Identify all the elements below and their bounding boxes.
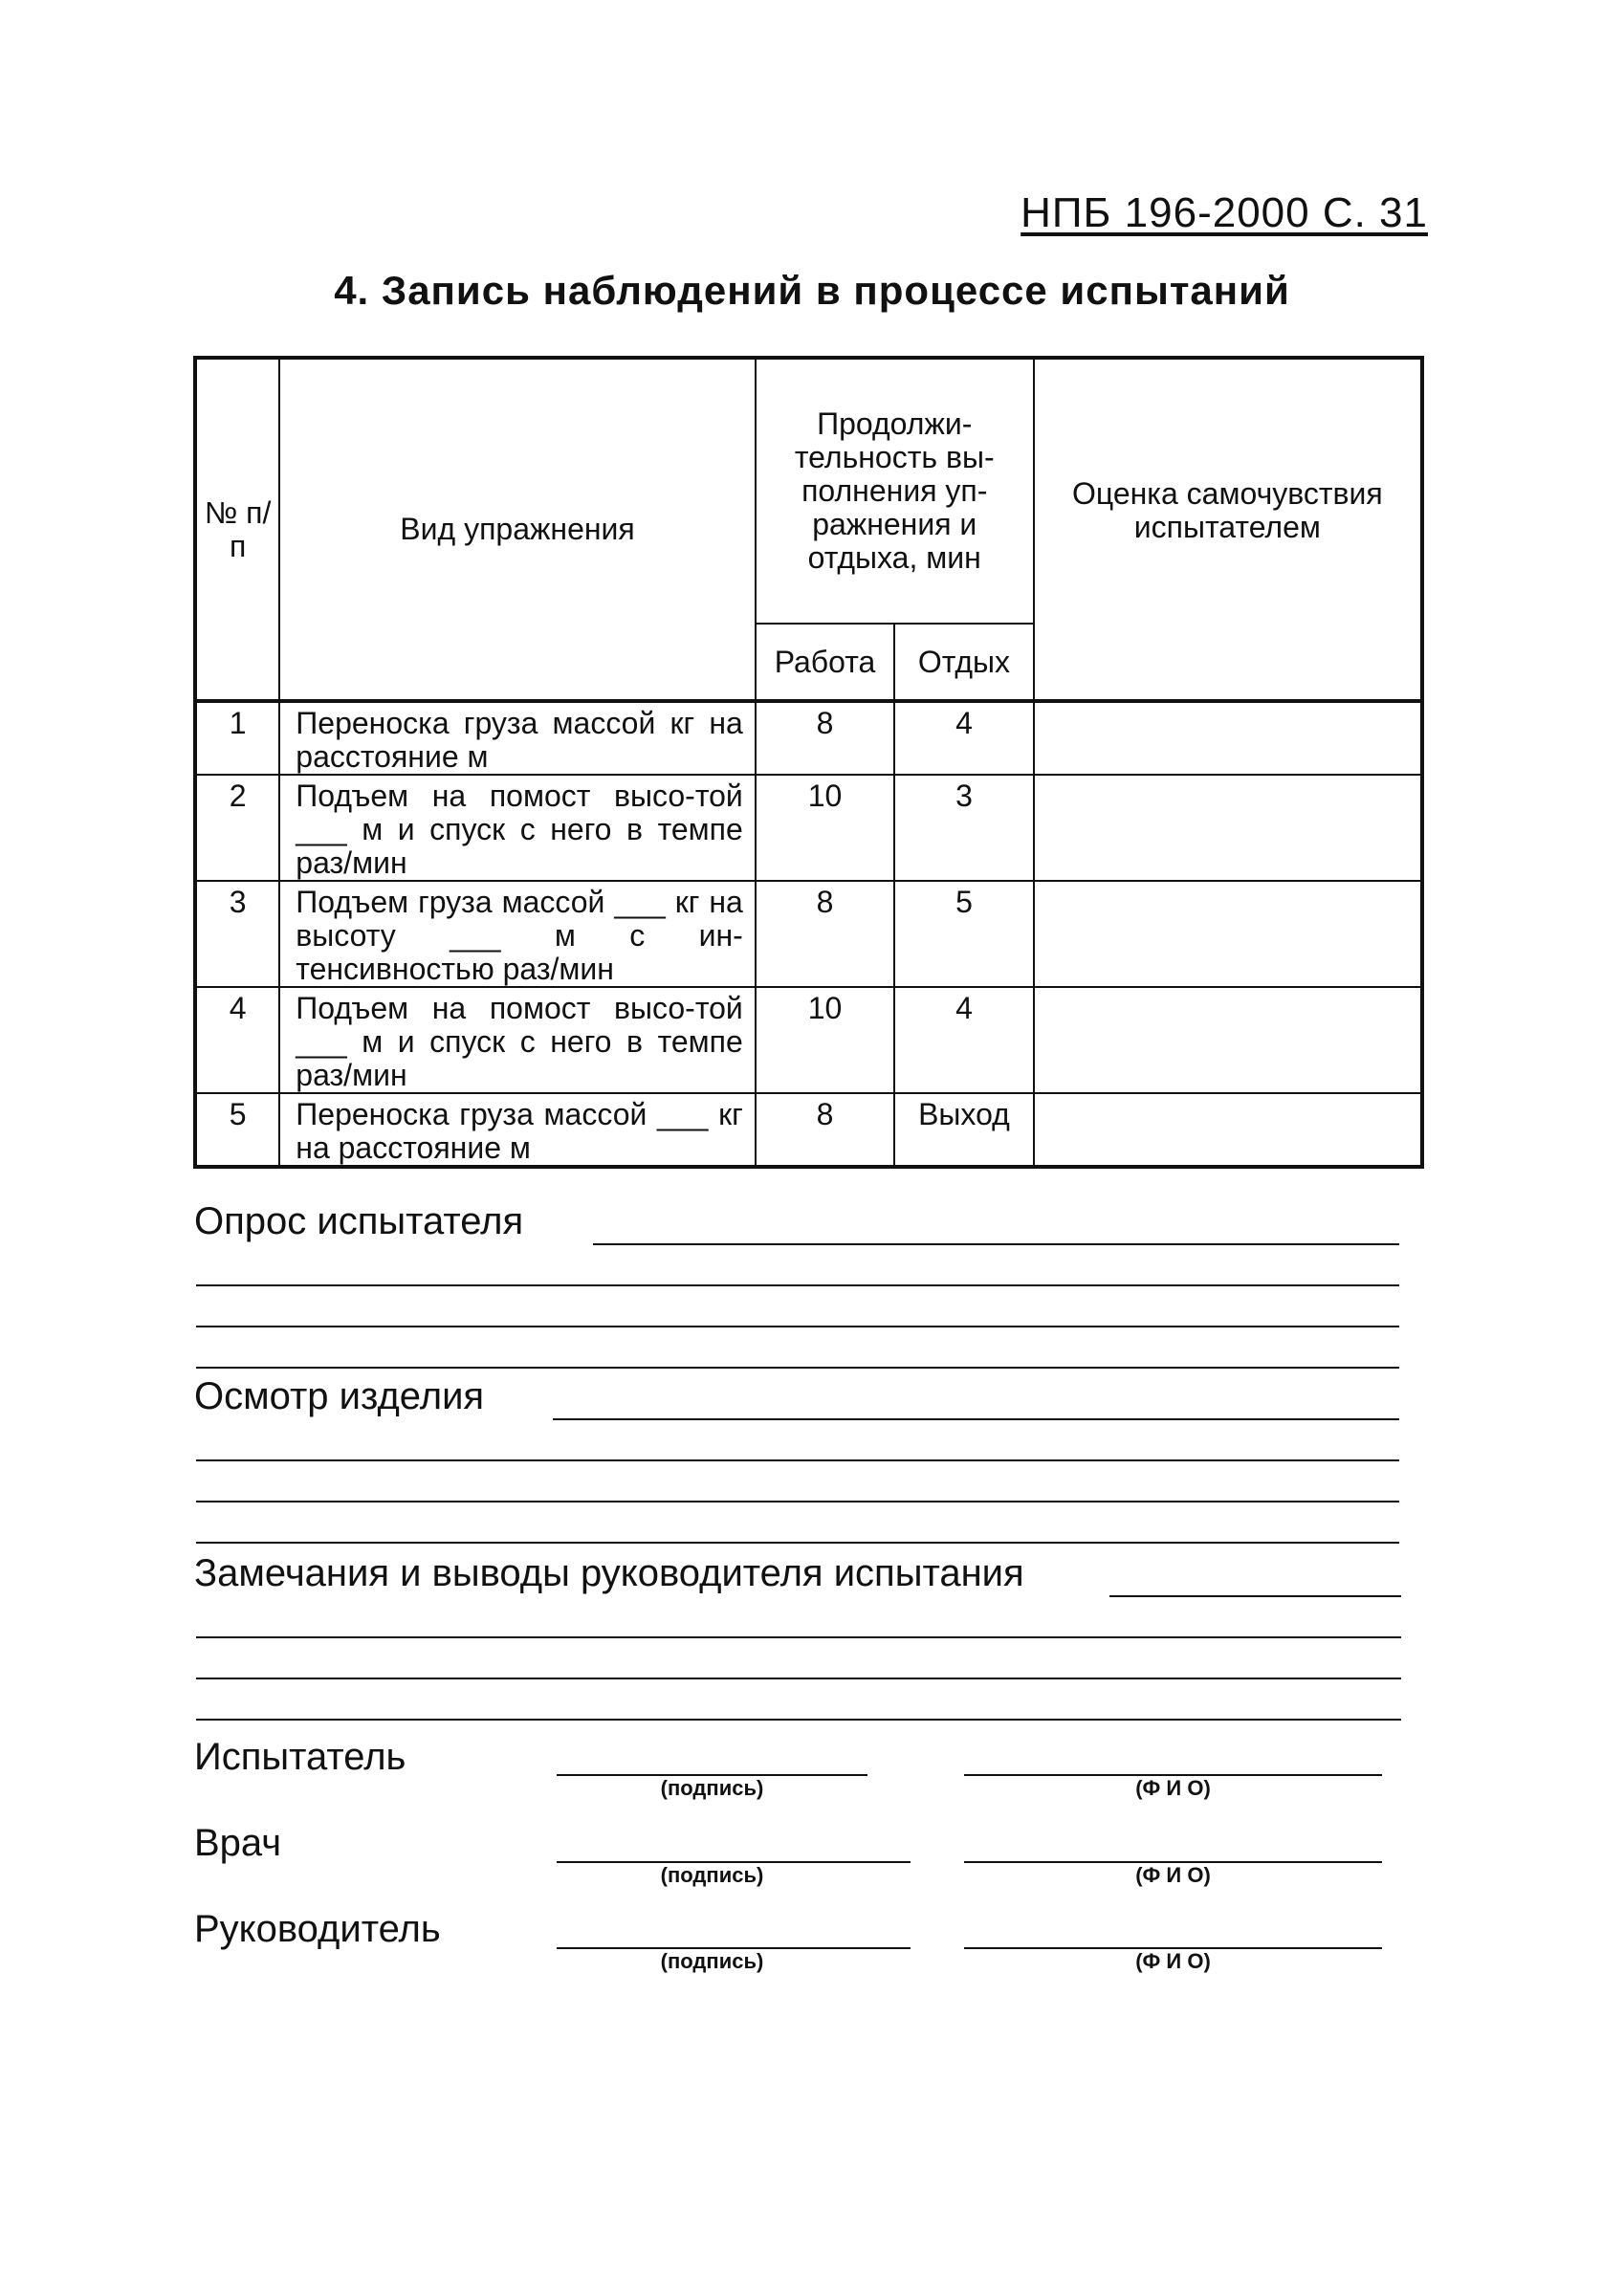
inspection-line[interactable] (553, 1418, 1399, 1420)
survey-line[interactable] (196, 1367, 1399, 1369)
row-work: 10 (756, 775, 894, 881)
header-duration: Продолжи-тельность вы-полнения уп-ражнения и отдыха, мин (756, 358, 1034, 624)
row-rest: Выход (894, 1093, 1033, 1167)
inspection-label: Осмотр изделия (194, 1375, 485, 1417)
survey-line[interactable] (196, 1284, 1399, 1286)
row-feedback[interactable] (1034, 1093, 1422, 1167)
signature-role: Испытатель (194, 1736, 406, 1778)
table-row (195, 987, 1422, 1093)
name-caption: (Ф И О) (1135, 1949, 1211, 1973)
name-caption: (Ф И О) (1135, 1776, 1211, 1800)
signature-caption: (подпись) (660, 1776, 764, 1800)
row-rest: 4 (894, 987, 1033, 1093)
row-exercise: Подъем на помост высо-той ___ м и спуск с него в темпе раз/мин (279, 775, 756, 881)
row-rest: 3 (894, 775, 1033, 881)
row-num: 1 (195, 701, 279, 775)
remarks-line[interactable] (196, 1636, 1401, 1638)
row-num: 4 (195, 987, 279, 1093)
table-row (195, 1093, 1422, 1167)
row-rest: 4 (894, 701, 1033, 775)
signature-caption: (подпись) (660, 1863, 764, 1887)
observations-table (193, 356, 1424, 1169)
remarks-line[interactable] (196, 1678, 1401, 1679)
row-num: 2 (195, 775, 279, 881)
inspection-line[interactable] (196, 1501, 1399, 1502)
survey-line[interactable] (196, 1326, 1399, 1327)
inspection-line[interactable] (196, 1459, 1399, 1461)
row-work: 8 (756, 701, 894, 775)
table-row (195, 775, 1422, 881)
row-feedback[interactable] (1034, 775, 1422, 881)
inspection-line[interactable] (196, 1542, 1399, 1544)
signature-role: Врач (194, 1822, 282, 1864)
header-work: Работа (756, 624, 894, 701)
survey-line[interactable] (593, 1243, 1399, 1245)
row-work: 10 (756, 987, 894, 1093)
header-num: № п/п (195, 358, 279, 701)
row-exercise: Переноска груза массой ___ кг на расстояние м (279, 1093, 756, 1167)
row-feedback[interactable] (1034, 701, 1422, 775)
row-work: 8 (756, 1093, 894, 1167)
remarks-line[interactable] (1109, 1595, 1401, 1597)
row-num: 5 (195, 1093, 279, 1167)
header-rest: Отдых (894, 624, 1033, 701)
row-exercise: Переноска груза массой кг на расстояние м (279, 701, 756, 775)
header-feedback: Оценка самочувствия испытателем (1034, 358, 1422, 701)
section-title: 4. Запись наблюдений в процессе испытаний (334, 268, 1290, 313)
remarks-line[interactable] (196, 1719, 1401, 1721)
header-exercise: Вид упражнения (279, 358, 756, 701)
row-exercise: Подъем на помост высо-той ___ м и спуск с него в темпе раз/мин (279, 987, 756, 1093)
name-caption: (Ф И О) (1135, 1863, 1211, 1887)
document-code: НПБ 196-2000 С. 31 (1020, 189, 1428, 236)
survey-label: Опрос испытателя (194, 1200, 524, 1242)
table-row (195, 881, 1422, 987)
remarks-label: Замечания и выводы руководителя испытания (194, 1552, 1024, 1594)
row-work: 8 (756, 881, 894, 987)
row-rest: 5 (894, 881, 1033, 987)
signature-role: Руководитель (194, 1908, 441, 1950)
row-feedback[interactable] (1034, 987, 1422, 1093)
signature-caption: (подпись) (660, 1949, 764, 1973)
row-feedback[interactable] (1034, 881, 1422, 987)
row-num: 3 (195, 881, 279, 987)
table-row (195, 701, 1422, 775)
row-exercise: Подъем груза массой ___ кг на высоту ___ м с ин-тенсивностью раз/мин (279, 881, 756, 987)
